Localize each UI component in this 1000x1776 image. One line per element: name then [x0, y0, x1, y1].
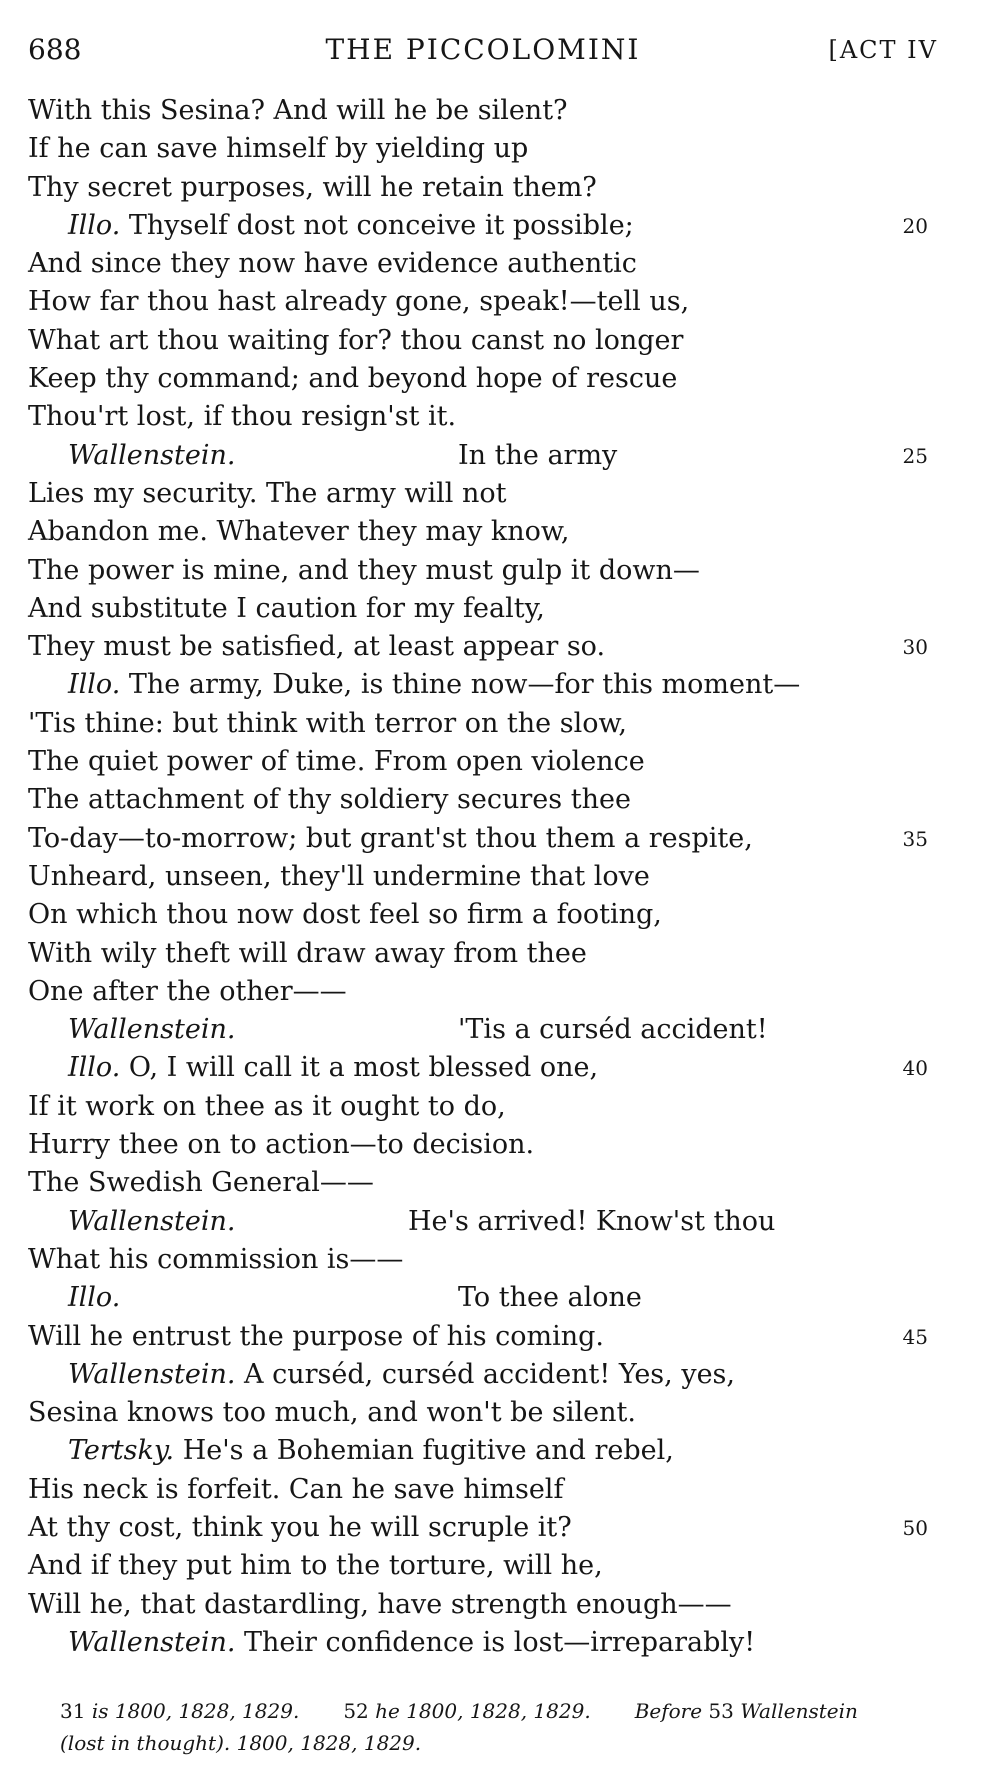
verse-line [28, 1088, 928, 1126]
speaker-name: Tertsky. [68, 1435, 175, 1467]
page-number: 688 [28, 33, 82, 66]
line-text: The quiet power of time. From open violence [28, 746, 645, 778]
speaker-name: Illo. [68, 669, 121, 701]
line-number: 30 [902, 635, 928, 660]
line-text: They must be satisfied, at least appear so. [28, 631, 606, 663]
line-text: The Swedish General—— [28, 1167, 374, 1199]
line-text: And substitute I caution for my fealty, [28, 592, 545, 624]
act-label: [ACT IV [828, 36, 938, 64]
verse-line [28, 1279, 928, 1317]
verse-line [28, 1164, 928, 1202]
line-text: To thee alone [458, 1282, 642, 1314]
verse-line [28, 513, 928, 551]
line-text: What his commission is—— [28, 1243, 404, 1275]
footnote-row [60, 1727, 940, 1759]
verse-line [28, 1318, 928, 1356]
footnote-row [60, 1695, 940, 1727]
verse-line [28, 666, 928, 704]
line-text: Their confidence is lost—irreparably! [244, 1626, 756, 1658]
footnote-text: Wallenstein [740, 1699, 858, 1723]
footnote-text: he 1800, 1828, 1829. [375, 1699, 591, 1723]
verse-line [28, 130, 928, 168]
verse-line [28, 1624, 928, 1662]
line-text: His neck is forfeit. Can he save himself [28, 1473, 564, 1505]
line-text: With wily theft will draw away from thee [28, 937, 587, 969]
verse-line [28, 1011, 928, 1049]
verse-line [28, 1049, 928, 1087]
line-number: 45 [902, 1324, 928, 1349]
line-text: At thy cost, think you he will scruple it? [28, 1511, 572, 1543]
line-text: Keep thy command; and beyond hope of rescue [28, 363, 678, 395]
line-text: He's arrived! Know'st thou [408, 1205, 776, 1237]
verse-line [28, 398, 928, 436]
verse-line [28, 1356, 928, 1394]
verse-line [28, 1471, 928, 1509]
running-title: THE PICCOLOMINI [325, 33, 641, 66]
line-text: The attachment of thy soldiery secures thee [28, 784, 631, 816]
verse-line [28, 590, 928, 628]
line-text: Abandon me. Whatever they may know, [28, 516, 570, 548]
footnote-prefix: Before [634, 1699, 703, 1723]
line-text: What art thou waiting for? thou canst no longer [28, 324, 684, 356]
verse-line [28, 1394, 928, 1432]
line-text: On which thou now dost feel so firm a footing, [28, 899, 662, 931]
verse-line [28, 743, 928, 781]
verse-line [28, 207, 928, 245]
line-text: If it work on thee as it ought to do, [28, 1090, 506, 1122]
line-text: Sesina knows too much, and won't be silent. [28, 1397, 636, 1429]
footnote-line-ref: 31 [60, 1699, 86, 1723]
verse-line [28, 360, 928, 398]
footnote [343, 1695, 590, 1727]
verse-line [28, 896, 928, 934]
verse-line [28, 705, 928, 743]
verse-line [28, 437, 928, 475]
line-number: 35 [902, 826, 928, 851]
speaker-name: Wallenstein. [68, 1014, 236, 1046]
line-text: How far thou hast already gone, speak!—tell us, [28, 286, 690, 318]
line-text: He's a Bohemian fugitive and rebel, [182, 1435, 674, 1467]
line-number: 25 [902, 443, 928, 468]
footnote-continuation: (lost in thought). 1800, 1828, 1829. [60, 1731, 422, 1755]
speaker-name: Illo. [68, 209, 121, 241]
verse-line [28, 1509, 928, 1547]
line-text: Hurry thee on to action—to decision. [28, 1129, 535, 1161]
verse-line [28, 820, 928, 858]
line-text: 'Tis thine: but think with terror on the slow, [28, 707, 627, 739]
line-text: In the army [458, 439, 618, 471]
line-text: To-day—to-morrow; but grant'st thou them a respite, [28, 822, 753, 854]
speaker-name: Illo. [68, 1282, 121, 1314]
line-number: 20 [902, 213, 928, 238]
footnote-line-ref: 53 [708, 1699, 734, 1723]
line-text: Thou'rt lost, if thou resign'st it. [28, 401, 457, 433]
footnote-text: is 1800, 1828, 1829. [91, 1699, 300, 1723]
verse-line [28, 169, 928, 207]
speaker-name: Wallenstein. [68, 1358, 236, 1390]
line-text: If he can save himself by yielding up [28, 133, 529, 165]
speaker-name: Wallenstein. [68, 439, 236, 471]
line-text: Thyself dost not conceive it possible; [128, 209, 634, 241]
page-header [28, 28, 938, 72]
line-text: Will he entrust the purpose of his coming. [28, 1320, 605, 1352]
line-text: O, I will call it a most blessed one, [128, 1052, 599, 1084]
line-text: 'Tis a curséd accident! [458, 1014, 768, 1046]
line-text: The power is mine, and they must gulp it down— [28, 554, 700, 586]
verse-line [28, 475, 928, 513]
verse-line [28, 1547, 928, 1585]
line-number: 40 [902, 1056, 928, 1081]
line-text: Unheard, unseen, they'll undermine that love [28, 860, 650, 892]
verse-line [28, 552, 928, 590]
verse-line [28, 1241, 928, 1279]
verse-line [28, 283, 928, 321]
line-text: With this Sesina? And will he be silent? [28, 95, 568, 126]
verse-line [28, 1432, 928, 1470]
line-text: Will he, that dastardling, have strength enough—— [28, 1588, 732, 1620]
line-text: The army, Duke, is thine now—for this moment— [128, 669, 801, 701]
verse-line [28, 973, 928, 1011]
verse-line [28, 1586, 928, 1624]
verse-line [28, 92, 928, 130]
footnote-line-ref: 52 [343, 1699, 369, 1723]
footnote [635, 1695, 858, 1727]
line-text: And if they put him to the torture, will he, [28, 1550, 603, 1582]
speaker-name: Illo. [68, 1052, 121, 1084]
line-text: Lies my security. The army will not [28, 477, 507, 509]
verse-text [28, 92, 928, 1662]
footnotes [60, 1695, 940, 1759]
line-text: A curséd, curséd accident! Yes, yes, [244, 1358, 735, 1390]
verse-line [28, 1203, 928, 1241]
verse-line [28, 858, 928, 896]
speaker-name: Wallenstein. [68, 1205, 236, 1237]
verse-line [28, 781, 928, 819]
line-text: One after the other—— [28, 975, 347, 1007]
verse-line [28, 628, 928, 666]
line-number: 50 [902, 1515, 928, 1540]
verse-line [28, 322, 928, 360]
line-text: Thy secret purposes, will he retain them? [28, 171, 597, 203]
verse-line [28, 1126, 928, 1164]
verse-line [28, 935, 928, 973]
verse-line [28, 245, 928, 283]
line-text: And since they now have evidence authentic [28, 248, 637, 280]
speaker-name: Wallenstein. [68, 1626, 236, 1658]
footnote [60, 1695, 299, 1727]
